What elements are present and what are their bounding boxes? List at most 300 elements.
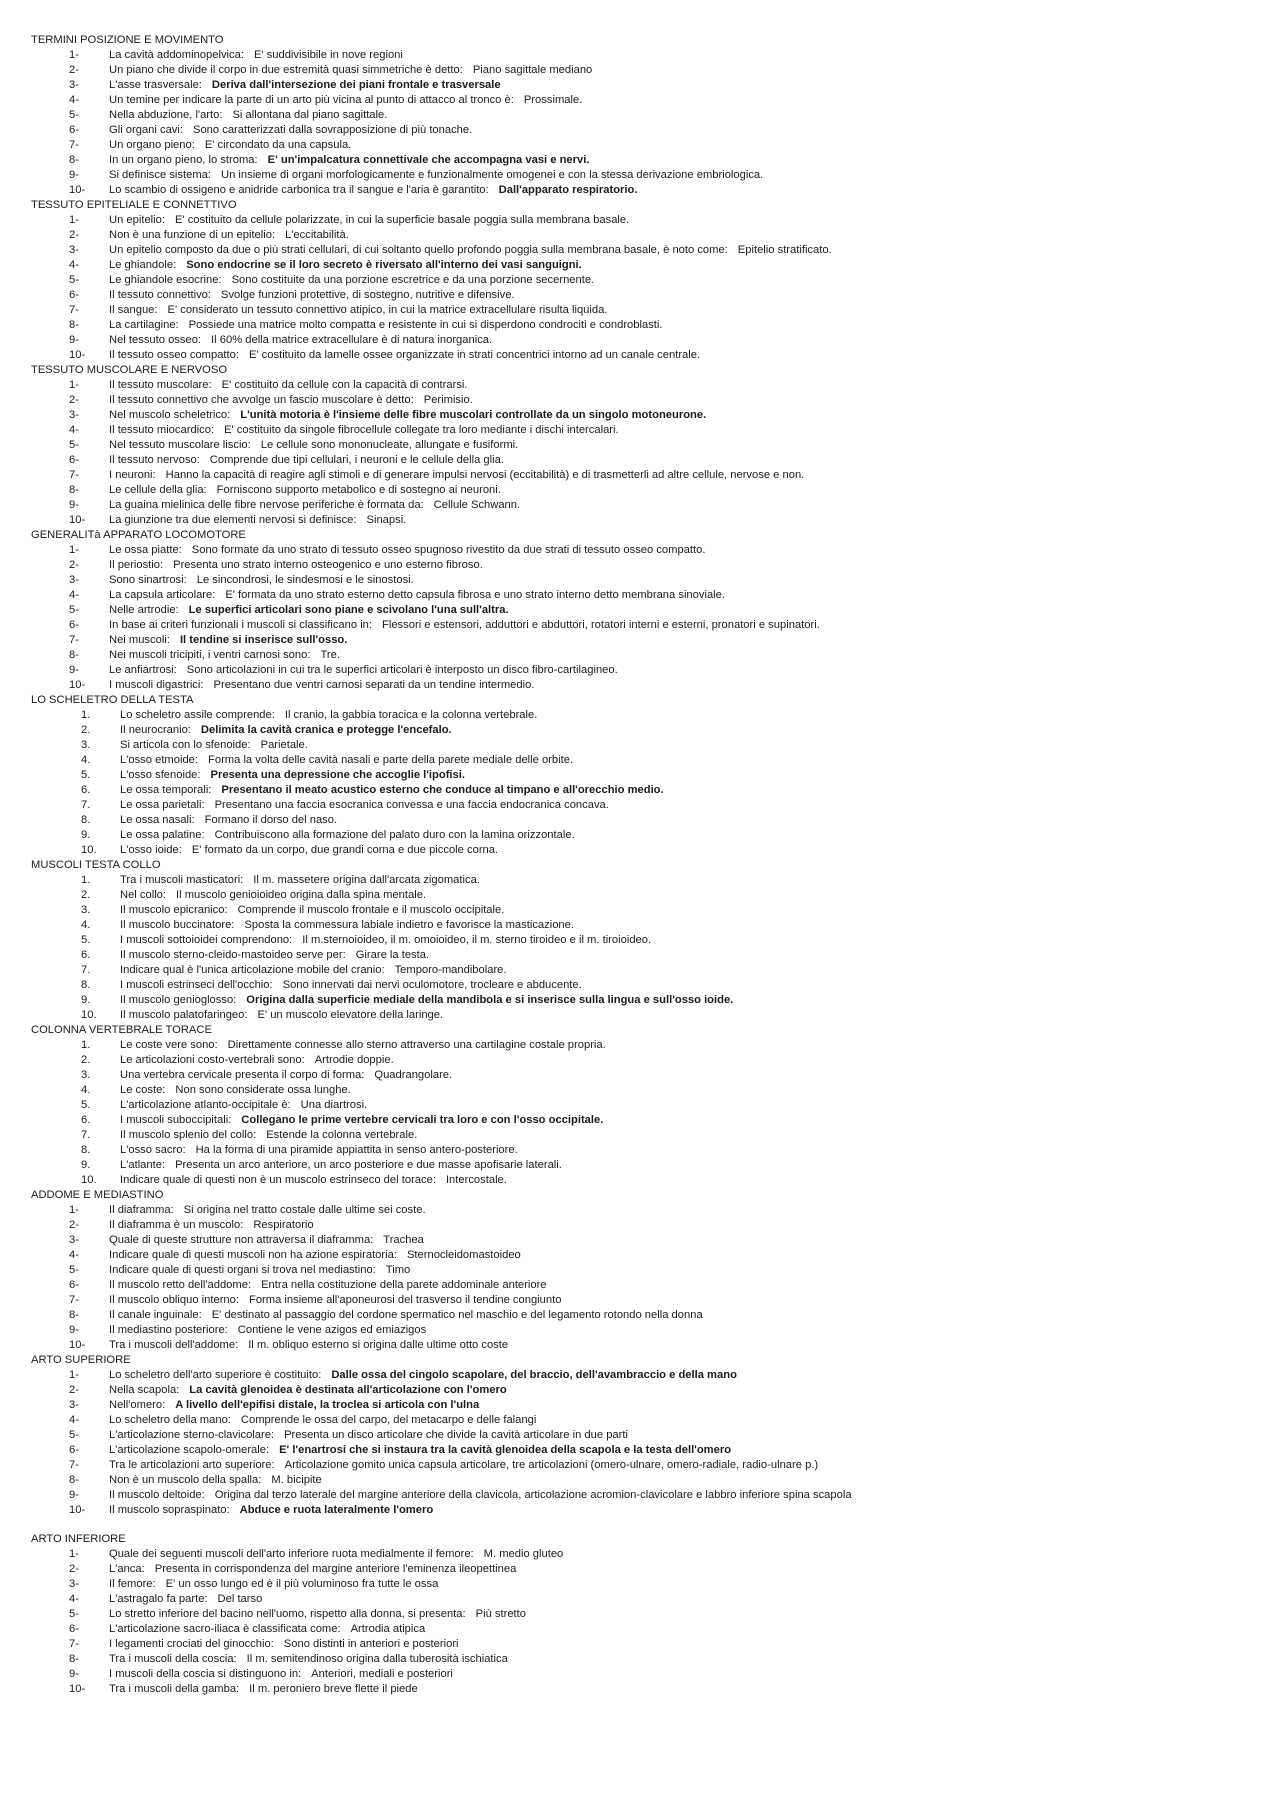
item-answer: Epitelio stratificato. xyxy=(737,244,832,256)
list-item xyxy=(31,1383,1251,1398)
item-answer: E' formata da uno strato esterno detto capsula fibrosa e uno strato interno detto membrana sinoviale. xyxy=(225,589,725,601)
list-item xyxy=(31,333,1251,348)
item-answer: Un insieme di organi morfologicamente e funzionalmente omogenei e con la stessa derivazione embriologica. xyxy=(220,169,764,181)
list-item xyxy=(31,438,1251,453)
item-answer: Del tarso xyxy=(217,1593,263,1605)
item-number: 10- xyxy=(69,1504,86,1516)
item-question: Quale di queste strutture non attraversa il diaframma: xyxy=(109,1234,374,1246)
list-item xyxy=(31,288,1251,303)
list-item xyxy=(31,168,1251,183)
item-number: 9- xyxy=(69,169,79,181)
item-number: 5- xyxy=(69,1429,79,1441)
list-item xyxy=(31,1368,1251,1383)
item-answer: Parietale. xyxy=(260,739,308,751)
list-item xyxy=(31,1293,1251,1308)
list-item xyxy=(31,1143,1251,1158)
item-number: 1- xyxy=(69,1548,79,1560)
list-item xyxy=(31,228,1251,243)
item-number: 5- xyxy=(69,109,79,121)
item-answer: Respiratorio xyxy=(253,1219,314,1231)
item-number: 3- xyxy=(69,409,79,421)
item-answer: Comprende le ossa del carpo, del metacarpo e delle falangi xyxy=(240,1414,537,1426)
item-answer: Artrodia atipica xyxy=(350,1623,426,1635)
item-question: La capsula articolare: xyxy=(109,589,216,601)
item-answer: Delimita la cavità cranica e protegge l'encefalo. xyxy=(200,724,452,736)
item-number: 3. xyxy=(81,739,91,751)
item-answer: Intercostale. xyxy=(445,1174,507,1186)
item-question: Nelle artrodie: xyxy=(109,604,179,616)
item-number: 3- xyxy=(69,1399,79,1411)
item-number: 1. xyxy=(81,1039,91,1051)
item-answer: Dalle ossa del cingolo scapolare, del braccio, dell'avambraccio e della mano xyxy=(331,1369,737,1381)
section-title: TESSUTO EPITELIALE E CONNETTIVO xyxy=(31,199,237,211)
list-item xyxy=(31,978,1251,993)
item-question: Le ossa piatte: xyxy=(109,544,182,556)
item-question: Indicare quale di questi non è un muscolo estrinseco del torace: xyxy=(120,1174,436,1186)
item-number: 9. xyxy=(81,1159,91,1171)
item-question: Nel muscolo scheletrico: xyxy=(109,409,231,421)
item-number: 6- xyxy=(69,124,79,136)
item-answer: Formano il dorso del naso. xyxy=(204,814,338,826)
list-item xyxy=(31,648,1251,663)
list-item xyxy=(31,663,1251,678)
item-number: 2. xyxy=(81,724,91,736)
item-answer: Presenta uno strato interno osteogenico e uno esterno fibroso. xyxy=(173,559,483,571)
item-answer: Artrodie doppie. xyxy=(314,1054,394,1066)
item-number: 8. xyxy=(81,979,91,991)
item-number: 7- xyxy=(69,1459,79,1471)
list-item xyxy=(31,303,1251,318)
item-number: 6- xyxy=(69,1279,79,1291)
item-number: 2- xyxy=(69,1219,79,1231)
list-item xyxy=(31,918,1251,933)
item-number: 3. xyxy=(81,1069,91,1081)
list-item xyxy=(31,1607,1251,1622)
item-number: 4- xyxy=(69,589,79,601)
item-question: Nei muscoli tricipiti, i ventri carnosi sono: xyxy=(109,649,311,661)
item-number: 1- xyxy=(69,1204,79,1216)
item-number: 3- xyxy=(69,79,79,91)
item-answer: E' un osso lungo ed è il più voluminoso fra tutte le ossa xyxy=(165,1578,439,1590)
item-number: 10- xyxy=(69,1683,86,1695)
item-number: 1- xyxy=(69,379,79,391)
item-question: Tra i muscoli della coscia: xyxy=(109,1653,237,1665)
item-number: 5. xyxy=(81,769,91,781)
item-answer: Sono articolazioni in cui tra le superfici articolari è interposto un disco fibro-cartilagineo. xyxy=(186,664,618,676)
list-item xyxy=(31,1038,1251,1053)
item-number: 1- xyxy=(69,544,79,556)
list-item xyxy=(31,933,1251,948)
list-item xyxy=(31,738,1251,753)
item-answer: La cavità glenoidea è destinata all'articolazione con l'omero xyxy=(189,1384,507,1396)
item-number: 8. xyxy=(81,814,91,826)
item-question: L'osso ioide: xyxy=(120,844,182,856)
item-question: La giunzione tra due elementi nervosi si definisce: xyxy=(109,514,357,526)
item-number: 10- xyxy=(69,349,86,361)
item-answer: Le sincondrosi, le sindesmosi e le sinostosi. xyxy=(196,574,414,586)
item-number: 3. xyxy=(81,904,91,916)
item-number: 9. xyxy=(81,994,91,1006)
list-item xyxy=(31,783,1251,798)
item-question: Il tessuto connettivo che avvolge un fascio muscolare è detto: xyxy=(109,394,414,406)
item-question: Lo stretto inferiore del bacino nell'uomo, rispetto alla donna, si presenta: xyxy=(109,1608,466,1620)
item-question: Il neurocranio: xyxy=(120,724,191,736)
item-number: 6- xyxy=(69,1444,79,1456)
list-item xyxy=(31,948,1251,963)
item-number: 10- xyxy=(69,184,86,196)
item-answer: Presenta un arco anteriore, un arco posteriore e due masse apofisarie laterali. xyxy=(175,1159,562,1171)
item-question: L'articolazione atlanto-occipitale è: xyxy=(120,1099,291,1111)
item-question: La guaina mielinica delle fibre nervose periferiche è formata da: xyxy=(109,499,424,511)
list-item xyxy=(31,498,1251,513)
list-item xyxy=(31,1233,1251,1248)
list-item xyxy=(31,588,1251,603)
item-question: Le cellule della glia: xyxy=(109,484,207,496)
item-number: 7- xyxy=(69,1294,79,1306)
item-question: Si definisce sistema: xyxy=(109,169,211,181)
item-number: 9- xyxy=(69,664,79,676)
item-question: Nel tessuto muscolare liscio: xyxy=(109,439,251,451)
item-number: 7. xyxy=(81,964,91,976)
item-answer: Presenta in corrispondenza del margine anteriore l'eminenza ileopettinea xyxy=(154,1563,517,1575)
item-question: Il muscolo epicranico: xyxy=(120,904,228,916)
item-answer: Girare la testa. xyxy=(355,949,430,961)
list-item xyxy=(31,243,1251,258)
item-number: 1. xyxy=(81,874,91,886)
item-answer: Prossimale. xyxy=(523,94,583,106)
item-answer: Trachea xyxy=(383,1234,424,1246)
item-question: Lo scambio di ossigeno e anidride carbonica tra il sangue e l'aria è garantito: xyxy=(109,184,489,196)
list-item xyxy=(31,1443,1251,1458)
item-number: 9- xyxy=(69,499,79,511)
item-number: 4. xyxy=(81,919,91,931)
list-item xyxy=(31,1008,1251,1023)
item-answer: Entra nella costituzione della parete addominale anteriore xyxy=(261,1279,547,1291)
list-item xyxy=(31,1083,1251,1098)
list-item xyxy=(31,1278,1251,1293)
item-question: Il muscolo palatofaringeo: xyxy=(120,1009,248,1021)
item-answer: E' considerato un tessuto connettivo atipico, in cui la matrice extracellulare risulta liquida. xyxy=(167,304,608,316)
item-question: Il muscolo obliquo interno: xyxy=(109,1294,239,1306)
item-answer: Il m.sternoioideo, il m. omoioideo, il m. sterno tiroideo e il m. tiroioideo. xyxy=(302,934,652,946)
section-title: TERMINI POSIZIONE E MOVIMENTO xyxy=(31,34,224,46)
item-question: Le articolazioni costo-vertebrali sono: xyxy=(120,1054,305,1066)
item-question: Nell'omero: xyxy=(109,1399,166,1411)
list-item xyxy=(31,873,1251,888)
item-answer: Possiede una matrice molto compatta e resistente in cui si disperdono condrociti e condroblasti. xyxy=(188,319,663,331)
list-item xyxy=(31,753,1251,768)
list-item xyxy=(31,213,1251,228)
item-answer: E' l'enartrosi che si instaura tra la cavità glenoidea della scapola e la testa dell'omero xyxy=(279,1444,732,1456)
item-question: L'asse trasversale: xyxy=(109,79,202,91)
item-answer: A livello dell'epifisi distale, la troclea si articola con l'ulna xyxy=(175,1399,480,1411)
item-number: 6. xyxy=(81,784,91,796)
list-item xyxy=(31,798,1251,813)
item-number: 9- xyxy=(69,1324,79,1336)
list-item xyxy=(31,543,1251,558)
list-item xyxy=(31,1398,1251,1413)
item-question: Il periostio: xyxy=(109,559,164,571)
item-question: I neuroni: xyxy=(109,469,156,481)
item-answer: Presentano il meato acustico esterno che conduce al timpano e all'orecchio medio. xyxy=(221,784,664,796)
item-question: Lo scheletro assile comprende: xyxy=(120,709,275,721)
item-number: 4- xyxy=(69,424,79,436)
item-question: Nel tessuto osseo: xyxy=(109,334,202,346)
item-number: 10. xyxy=(81,1009,97,1021)
item-answer: Sono innervati dai nervi oculomotore, trocleare e abducente. xyxy=(282,979,582,991)
item-question: I muscoli sottoioidei comprendono: xyxy=(120,934,293,946)
item-question: L'articolazione scapolo-omerale: xyxy=(109,1444,270,1456)
item-answer: Contiene le vene azigos ed emiazigos xyxy=(237,1324,427,1336)
item-question: L'astragalo fa parte: xyxy=(109,1593,208,1605)
item-question: Le anfiartrosi: xyxy=(109,664,177,676)
item-answer: Il tendine si inserisce sull'osso. xyxy=(179,634,348,646)
item-answer: Sono formate da uno strato di tessuto osseo spugnoso rivestito da due strati di tessuto osseo compatto. xyxy=(191,544,706,556)
item-number: 8- xyxy=(69,1653,79,1665)
item-number: 7- xyxy=(69,304,79,316)
item-answer: Quadrangolare. xyxy=(374,1069,453,1081)
item-question: Nella scapola: xyxy=(109,1384,180,1396)
item-answer: Piano sagittale mediano xyxy=(472,64,593,76)
item-answer: L'unità motoria è l'insieme delle fibre muscolari controllate da un singolo motoneurone. xyxy=(240,409,707,421)
item-question: Il muscolo splenio del collo: xyxy=(120,1129,257,1141)
list-item xyxy=(31,1547,1251,1562)
item-question: Il canale inguinale: xyxy=(109,1309,202,1321)
item-number: 5- xyxy=(69,439,79,451)
list-item xyxy=(31,513,1251,528)
item-answer: E' costituito da lamelle ossee organizzate in strati concentrici intorno ad un canale centrale. xyxy=(248,349,701,361)
list-item xyxy=(31,828,1251,843)
item-number: 7- xyxy=(69,469,79,481)
list-item xyxy=(31,153,1251,168)
item-question: La cavità addominopelvica: xyxy=(109,49,244,61)
item-number: 8- xyxy=(69,1474,79,1486)
list-item xyxy=(31,183,1251,198)
list-item xyxy=(31,1622,1251,1637)
item-question: Le ghiandole esocrine: xyxy=(109,274,222,286)
item-question: Le ghiandole: xyxy=(109,259,177,271)
list-item xyxy=(31,48,1251,63)
item-question: Nei muscoli: xyxy=(109,634,170,646)
list-item xyxy=(31,633,1251,648)
item-answer: Abduce e ruota lateralmente l'omero xyxy=(239,1504,434,1516)
item-question: Il muscolo buccinatore: xyxy=(120,919,235,931)
item-question: Tra i muscoli masticatori: xyxy=(120,874,244,886)
item-answer: Estende la colonna vertebrale. xyxy=(266,1129,418,1141)
item-question: Si articola con lo sfenoide: xyxy=(120,739,251,751)
item-answer: Deriva dall'intersezione dei piani frontale e trasversale xyxy=(211,79,501,91)
item-answer: Il m. peroniero breve flette il piede xyxy=(249,1683,418,1695)
item-answer: Perimisio. xyxy=(423,394,473,406)
section-title: ADDOME E MEDIASTINO xyxy=(31,1189,164,1201)
list-item xyxy=(31,723,1251,738)
item-question: Le ossa parietali: xyxy=(120,799,205,811)
list-item xyxy=(31,1503,1251,1518)
item-question: Nella abduzione, l'arto: xyxy=(109,109,223,121)
item-answer: M. bicipite xyxy=(271,1474,322,1486)
item-number: 2- xyxy=(69,229,79,241)
item-question: Indicare quale di questi muscoli non ha azione espiratoria: xyxy=(109,1249,397,1261)
item-answer: Sono caratterizzati dalla sovrapposizione di più tonache. xyxy=(193,124,473,136)
item-number: 8- xyxy=(69,1309,79,1321)
item-question: La cartilagine: xyxy=(109,319,179,331)
section-title: COLONNA VERTEBRALE TORACE xyxy=(31,1024,212,1036)
item-answer: Presentano due ventri carnosi separati da un tendine intermedio. xyxy=(213,679,535,691)
list-item xyxy=(31,573,1251,588)
item-question: Il tessuto connettivo: xyxy=(109,289,211,301)
list-item xyxy=(31,1577,1251,1592)
item-number: 4- xyxy=(69,259,79,271)
item-number: 8- xyxy=(69,319,79,331)
item-answer: Più stretto xyxy=(475,1608,526,1620)
list-item xyxy=(31,408,1251,423)
item-answer: E' costituito da cellule con la capacità di contrarsi. xyxy=(221,379,468,391)
item-answer: Il m. massetere origina dall'arcata zigomatica. xyxy=(253,874,480,886)
list-item xyxy=(31,888,1251,903)
list-item xyxy=(31,423,1251,438)
list-item xyxy=(31,258,1251,273)
item-number: 9. xyxy=(81,829,91,841)
item-number: 6. xyxy=(81,949,91,961)
item-number: 8. xyxy=(81,1144,91,1156)
item-number: 8- xyxy=(69,484,79,496)
item-number: 4. xyxy=(81,754,91,766)
item-answer: Non sono considerate ossa lunghe. xyxy=(175,1084,351,1096)
item-question: Indicare qual è l'unica articolazione mobile del cranio: xyxy=(120,964,385,976)
item-question: In un organo pieno, lo stroma: xyxy=(109,154,258,166)
item-question: Il muscolo sterno-cleido-mastoideo serve per: xyxy=(120,949,346,961)
item-number: 4- xyxy=(69,1414,79,1426)
item-question: L'anca: xyxy=(109,1563,145,1575)
item-answer: Comprende il muscolo frontale e il muscolo occipitale. xyxy=(237,904,505,916)
item-number: 10. xyxy=(81,844,97,856)
item-answer: M. medio gluteo xyxy=(483,1548,564,1560)
item-question: Lo scheletro dell'arto superiore è costituito: xyxy=(109,1369,322,1381)
item-number: 7. xyxy=(81,1129,91,1141)
item-answer: Presenta un disco articolare che divide la cavità articolare in due parti xyxy=(284,1429,628,1441)
list-item xyxy=(31,393,1251,408)
item-number: 2. xyxy=(81,889,91,901)
list-item xyxy=(31,483,1251,498)
list-item xyxy=(31,1637,1251,1652)
item-question: Il muscolo genioglosso: xyxy=(120,994,237,1006)
list-item xyxy=(31,1128,1251,1143)
item-question: Il diaframma è un muscolo: xyxy=(109,1219,244,1231)
list-item xyxy=(31,108,1251,123)
item-answer: Il 60% della matrice extracellulare è di natura inorganica. xyxy=(211,334,493,346)
item-question: Sono sinartrosi: xyxy=(109,574,187,586)
list-item xyxy=(31,1203,1251,1218)
item-answer: Sono endocrine se il loro secreto è riversato all'interno dei vasi sanguigni. xyxy=(186,259,582,271)
item-answer: Tre. xyxy=(320,649,340,661)
list-item xyxy=(31,843,1251,858)
item-number: 10. xyxy=(81,1174,97,1186)
item-answer: Il m. obliquo esterno si origina dalle ultime otto coste xyxy=(248,1339,509,1351)
item-number: 6- xyxy=(69,619,79,631)
item-number: 4- xyxy=(69,94,79,106)
list-item xyxy=(31,1682,1251,1697)
item-number: 7. xyxy=(81,799,91,811)
item-question: Tra i muscoli della gamba: xyxy=(109,1683,240,1695)
item-number: 3- xyxy=(69,1234,79,1246)
item-question: In base ai criteri funzionali i muscoli si classificano in: xyxy=(109,619,373,631)
list-item xyxy=(31,903,1251,918)
item-question: I muscoli suboccipitali: xyxy=(120,1114,232,1126)
list-item xyxy=(31,558,1251,573)
item-answer: Articolazione gomito unica capsula articolare, tre articolazioni (omero-ulnare, omero-radiale, radio-ulnare p.) xyxy=(284,1459,819,1471)
item-question: L'osso sacro: xyxy=(120,1144,186,1156)
list-item xyxy=(31,1488,1251,1503)
item-answer: Forma insieme all'aponeurosi del trasverso il tendine congiunto xyxy=(248,1294,562,1306)
item-answer: E' formato da un corpo, due grandi corna e due piccole corna. xyxy=(191,844,499,856)
item-question: Un temine per indicare la parte di un arto più vicina al punto di attacco al tronco è: xyxy=(109,94,514,106)
item-answer: Origina dal terzo laterale del margine anteriore della clavicola, articolazione acromion-clavicolare e labbro inferiore spina scapola xyxy=(214,1489,852,1501)
item-answer: E' un muscolo elevatore della laringe. xyxy=(257,1009,444,1021)
item-number: 3- xyxy=(69,1578,79,1590)
list-item xyxy=(31,963,1251,978)
list-item xyxy=(31,618,1251,633)
item-question: Quale dei seguenti muscoli dell'arto inferiore ruota medialmente il femore: xyxy=(109,1548,474,1560)
item-question: I muscoli digastrici: xyxy=(109,679,204,691)
item-number: 1- xyxy=(69,49,79,61)
list-item xyxy=(31,1458,1251,1473)
item-number: 6. xyxy=(81,1114,91,1126)
item-answer: E' costituito da singole fibrocellule collegate tra loro mediante i dischi intercalari. xyxy=(224,424,619,436)
list-item xyxy=(31,1053,1251,1068)
item-number: 4- xyxy=(69,1249,79,1261)
item-number: 2. xyxy=(81,1054,91,1066)
section-title: ARTO SUPERIORE xyxy=(31,1354,131,1366)
item-question: Tra i muscoli dell'addome: xyxy=(109,1339,239,1351)
list-item xyxy=(31,768,1251,783)
list-item xyxy=(31,1428,1251,1443)
item-question: Un epitelio: xyxy=(109,214,165,226)
list-item xyxy=(31,138,1251,153)
list-item xyxy=(31,273,1251,288)
item-answer: E' un'impalcatura connettivale che accompagna vasi e nervi. xyxy=(267,154,590,166)
item-number: 9- xyxy=(69,334,79,346)
item-answer: Si origina nel tratto costale dalle ultime sei coste. xyxy=(183,1204,426,1216)
list-item xyxy=(31,63,1251,78)
list-item xyxy=(31,1068,1251,1083)
list-item xyxy=(31,1173,1251,1188)
item-answer: Ha la forma di una piramide appiattita in senso antero-posteriore. xyxy=(195,1144,518,1156)
item-number: 2- xyxy=(69,394,79,406)
item-question: L'atlante: xyxy=(120,1159,166,1171)
item-question: Il tessuto muscolare: xyxy=(109,379,212,391)
item-question: Il diaframma: xyxy=(109,1204,174,1216)
item-question: Indicare quale di questi organi si trova nel mediastino: xyxy=(109,1264,376,1276)
list-item xyxy=(31,93,1251,108)
item-answer: Timo xyxy=(385,1264,411,1276)
list-item xyxy=(31,1263,1251,1278)
item-question: Un piano che divide il corpo in due estremità quasi simmetriche è detto: xyxy=(109,64,463,76)
item-number: 5- xyxy=(69,1608,79,1620)
item-number: 6- xyxy=(69,1623,79,1635)
item-question: I legamenti crociati del ginocchio: xyxy=(109,1638,274,1650)
list-item xyxy=(31,1218,1251,1233)
section-title: GENERALITà APPARATO LOCOMOTORE xyxy=(31,529,246,541)
item-number: 4- xyxy=(69,1593,79,1605)
list-item xyxy=(31,1592,1251,1607)
item-question: L'osso sfenoide: xyxy=(120,769,201,781)
list-item xyxy=(31,78,1251,93)
item-question: Un organo pieno: xyxy=(109,139,195,151)
item-question: Il tessuto osseo compatto: xyxy=(109,349,239,361)
item-answer: Direttamente connesse allo sterno attraverso una cartilagine costale propria. xyxy=(227,1039,606,1051)
list-item xyxy=(31,1338,1251,1353)
item-question: L'osso etmoide: xyxy=(120,754,199,766)
